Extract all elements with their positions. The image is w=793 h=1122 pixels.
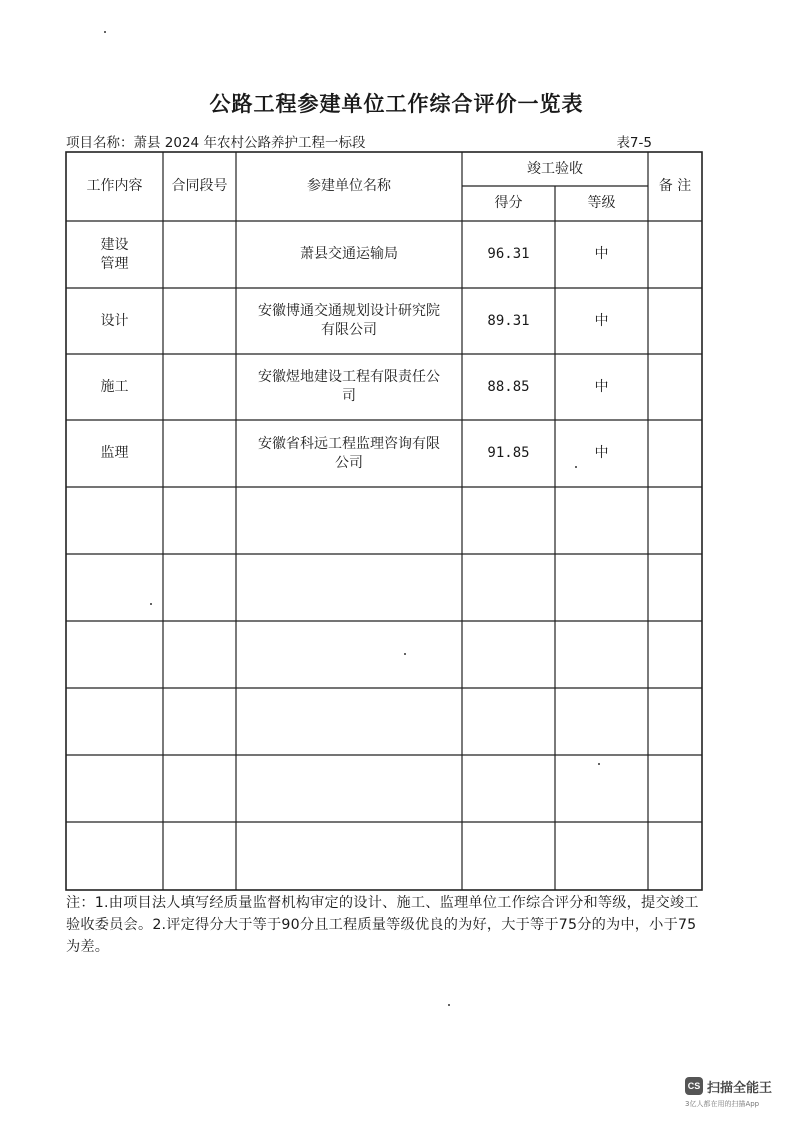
scan-speck (404, 653, 406, 655)
row-work-content: 施工 (100, 378, 129, 395)
row-work-content: 设计 (100, 312, 129, 329)
row-unit-name: 萧县交通运输局 (300, 246, 398, 262)
header-work-content: 工作内容 (86, 178, 143, 194)
row-score: 89.31 (487, 312, 530, 329)
row-unit-name: 安徽省科远工程监理咨询有限 公司 (258, 435, 440, 471)
row-grade: 中 (594, 445, 609, 461)
row-contract-section (163, 288, 236, 354)
header-contract-section: 合同段号 (171, 178, 228, 194)
row-remarks (648, 420, 702, 487)
header-score: 得分 (494, 195, 523, 211)
scan-speck (598, 763, 600, 765)
row-grade: 中 (594, 246, 609, 262)
row-grade: 中 (594, 378, 609, 395)
row-grade: 中 (594, 312, 609, 329)
scan-speck (150, 603, 152, 605)
row-score: 91.85 (487, 445, 530, 461)
camscanner-logo-icon: CS (685, 1077, 703, 1095)
scan-speck (448, 1004, 450, 1006)
row-score: 96.31 (487, 246, 530, 262)
header-grade: 等级 (587, 195, 616, 211)
row-remarks (648, 354, 702, 420)
scanner-watermark (685, 1077, 785, 1113)
row-unit-name: 安徽煜地建设工程有限责任公 司 (258, 369, 440, 404)
project-name: 项目名称：萧县 2024 年农村公路养护工程一标段 (66, 135, 366, 151)
brand-name: 扫描全能王 (707, 1081, 773, 1096)
brand-tagline: 3亿人都在用的扫描App (685, 1100, 760, 1108)
row-work-content: 建设 管理 (100, 236, 129, 272)
row-remarks (648, 288, 702, 354)
row-contract-section (163, 420, 236, 487)
document-title: 公路工程参建单位工作综合评价一览表 (209, 92, 584, 116)
header-completion-acceptance: 竣工验收 (527, 160, 583, 177)
row-unit-name: 安徽博通交通规划设计研究院 有限公司 (258, 303, 440, 338)
footnote: 注：1.由项目法人填写经质量监督机构审定的设计、施工、监理单位工作综合评分和等级，提交竣工验收委员会。2.评定得分大于等于90分且工程质量等级优良的为好，大于等于75分的为中，小于75为差。 (66, 895, 699, 955)
header-remarks: 备 注 (658, 178, 692, 194)
scan-speck (104, 31, 106, 33)
row-work-content: 监理 (100, 445, 129, 461)
row-remarks (648, 221, 702, 288)
row-score: 88.85 (487, 378, 530, 395)
row-contract-section (163, 354, 236, 420)
header-unit-name: 参建单位名称 (307, 178, 391, 194)
row-contract-section (163, 221, 236, 288)
scan-speck (575, 466, 577, 468)
table-code: 表7-5 (616, 135, 652, 151)
